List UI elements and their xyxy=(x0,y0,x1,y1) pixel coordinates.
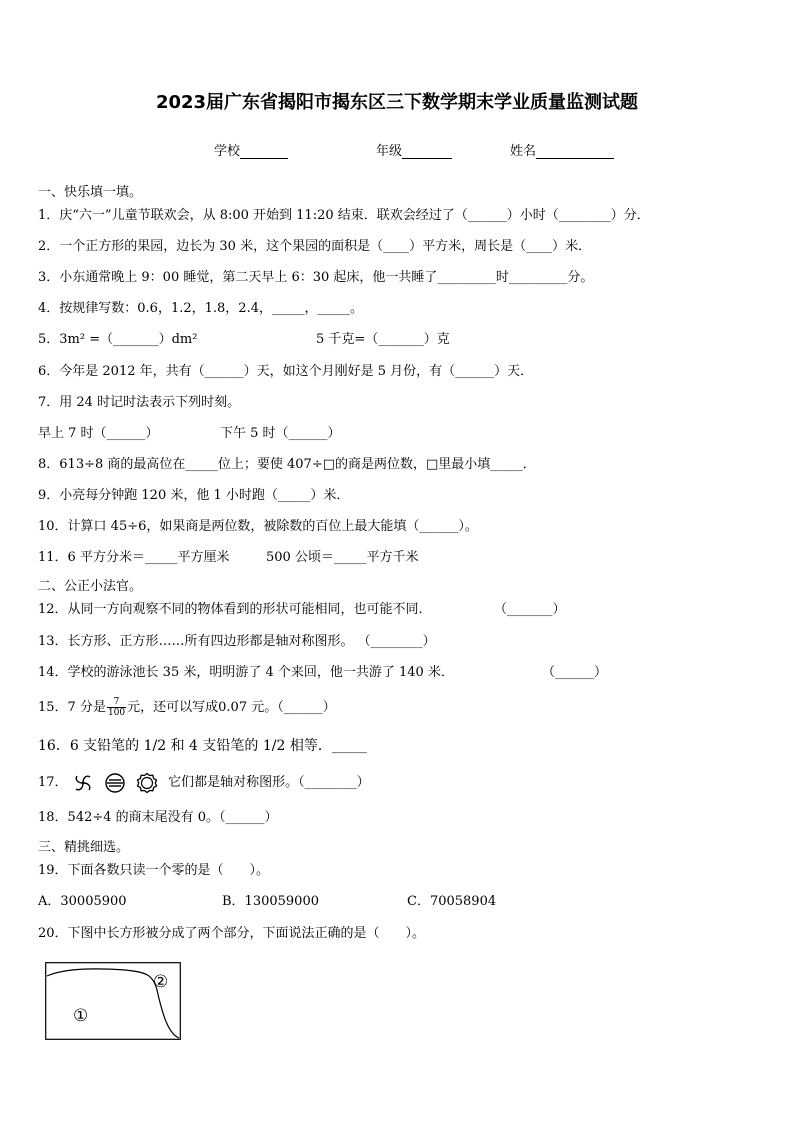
fraction-numerator: 7 xyxy=(107,697,126,708)
question-3: 3．小东通常晚上 9：00 睡觉，第二天早上 6：30 起床，他一共睡了_________时_________分。 xyxy=(38,270,594,285)
question-4: 4．按规律写数：0.6，1.2，1.8，2.4，_____，_____。 xyxy=(38,301,363,316)
circle-bars-icon xyxy=(104,772,126,794)
question-19-option-b: B．130059000 xyxy=(222,894,319,909)
question-20: 20．下图中长方形被分成了两个部分，下面说法正确的是（ ）。 xyxy=(38,926,426,941)
question-2: 2．一个正方形的果园，边长为 30 米，这个果园的面积是（____）平方米，周长是（____）米． xyxy=(38,239,592,254)
question-1: 1．庆“六一”儿童节联欢会，从 8:00 开始到 11:20 结束．联欢会经过了（______）小时（________）分． xyxy=(38,208,650,223)
question-19-option-a: A．30005900 xyxy=(38,894,127,909)
question-17-prefix: 17． xyxy=(38,775,68,790)
question-11a: 11．6 平方分米＝_____平方厘米 xyxy=(38,550,230,565)
rectangle-figure xyxy=(45,962,181,1040)
question-13: 13．长方形、正方形……所有四边形都是轴对称图形。 （________） xyxy=(38,634,436,649)
question-5b: 5 千克=（_______）克 xyxy=(316,332,450,347)
question-7: 7．用 24 时记时法表示下列时刻。 xyxy=(38,395,241,410)
scalloped-ring-icon xyxy=(136,772,158,794)
section-heading-1: 一、快乐填一填。 xyxy=(38,185,143,200)
question-8: 8．613÷8 商的最高位在_____位上；要使 407÷□的商是两位数，□里最小填_____． xyxy=(38,457,536,472)
name-field xyxy=(510,140,614,159)
question-7b: 下午 5 时（______） xyxy=(220,426,341,441)
fraction-7-100 xyxy=(107,697,126,718)
question-12-answer: （_______） xyxy=(494,602,566,617)
question-17-suffix: 它们都是轴对称图形。（________） xyxy=(168,775,370,790)
question-6: 6．今年是 2012 年，共有（______）天，如这个月刚好是 5 月份，有（______）天． xyxy=(38,364,534,379)
question-16: 16．6 支铅笔的 1/2 和 4 支铅笔的 1/2 相等．_____ xyxy=(38,738,367,754)
question-17 xyxy=(38,771,370,795)
region-1-label: ① xyxy=(73,1006,89,1026)
question-14-answer: （______） xyxy=(542,665,608,680)
question-19: 19．下面各数只读一个零的是（ ）。 xyxy=(38,863,270,878)
question-11b: 500 公顷＝_____平方千米 xyxy=(266,550,419,565)
question-7a: 早上 7 时（______） xyxy=(38,426,159,441)
pinwheel-icon xyxy=(72,772,94,794)
question-10: 10．计算口 45÷6，如果商是两位数，被除数的百位上最大能填（______）。 xyxy=(38,519,478,534)
question-5a: 5．3m² =（_______）dm² xyxy=(38,332,198,347)
question-18: 18．542÷4 的商末尾没有 0。（______） xyxy=(38,810,278,825)
region-2-label: ② xyxy=(153,972,169,992)
grade-label: 年级 xyxy=(376,144,403,159)
grade-blank xyxy=(402,144,452,159)
section-heading-2: 二、公正小法官。 xyxy=(38,579,143,594)
page-title: 2023届广东省揭阳市揭东区三下数学期末学业质量监测试题 xyxy=(155,92,639,113)
question-15-prefix: 15．7 分是 xyxy=(38,700,106,715)
question-15 xyxy=(38,697,336,718)
school-blank xyxy=(240,144,288,159)
question-19-option-c: C．70058904 xyxy=(407,894,497,909)
school-label: 学校 xyxy=(214,144,241,159)
question-15-suffix: 元，还可以写成0.07 元。（______） xyxy=(127,700,336,715)
name-blank xyxy=(536,144,614,159)
question-12: 12．从同一方向观察不同的物体看到的形状可能相同，也可能不同． xyxy=(38,602,432,617)
school-field xyxy=(214,140,288,159)
name-label: 姓名 xyxy=(510,144,537,159)
question-14: 14．学校的游泳池长 35 米，明明游了 4 个来回，他一共游了 140 米． xyxy=(38,665,454,680)
grade-field xyxy=(376,140,452,159)
question-9: 9．小亮每分钟跑 120 米，他 1 小时跑（_____）米． xyxy=(38,488,350,503)
section-heading-3: 三、精挑细选。 xyxy=(38,840,130,855)
fraction-denominator: 100 xyxy=(107,708,126,718)
